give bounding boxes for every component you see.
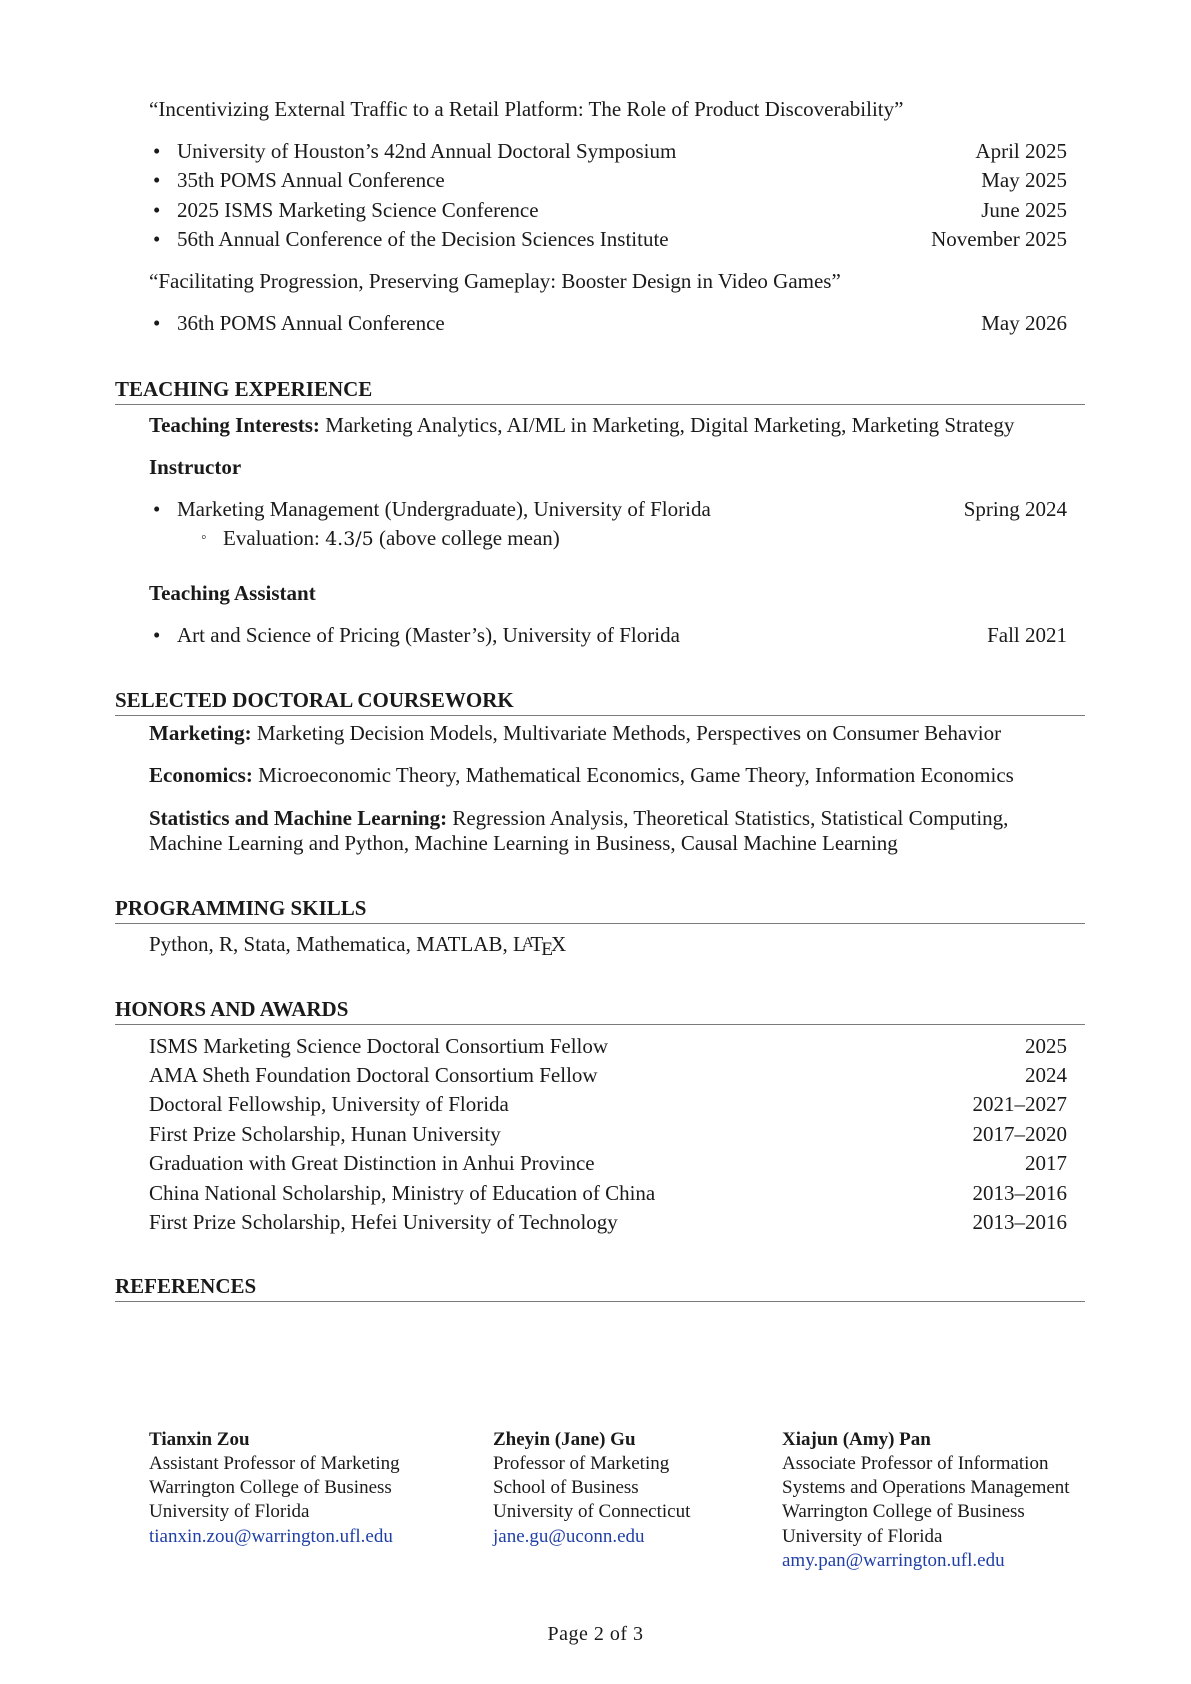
- list-item: [177, 197, 1067, 223]
- coursework-stats-line2: Machine Learning and Python, Machine Learning in Business, Causal Machine Learning: [149, 831, 898, 855]
- list-item: [177, 138, 1067, 164]
- reference-line: University of Connecticut: [493, 1501, 691, 1523]
- presentation-date: November 2025: [931, 227, 1067, 251]
- coursework-marketing-label: Marketing:: [149, 721, 252, 745]
- list-item: [177, 167, 1067, 193]
- reference-line: University of Florida: [782, 1525, 943, 1547]
- reference-line: School of Business: [493, 1477, 639, 1499]
- reference-name: Xiajun (Amy) Pan: [782, 1429, 931, 1450]
- presentation-date: June 2025: [981, 198, 1067, 222]
- coursework-marketing: [149, 720, 1074, 746]
- list-item: [149, 1209, 1067, 1235]
- award-year: 2013–2016: [972, 1181, 1067, 1205]
- award-year: 2025: [1025, 1034, 1067, 1058]
- presentation-title: “Incentivizing External Traffic to a Retail Platform: The Role of Product Discoverability”: [149, 97, 904, 121]
- award-year: 2013–2016: [972, 1210, 1067, 1234]
- list-item: [177, 310, 1067, 336]
- section-heading-references: REFERENCES: [115, 1273, 1085, 1302]
- presentation-venue: • 2025 ISMS Marketing Science Conference: [177, 197, 539, 223]
- evaluation-suffix: (above college mean): [379, 526, 560, 550]
- list-item: [149, 1091, 1067, 1117]
- reference-card: [149, 1428, 400, 1549]
- section-heading-teaching: TEACHING EXPERIENCE: [115, 376, 1085, 405]
- reference-line: Professor of Marketing: [493, 1453, 670, 1475]
- award-name: ISMS Marketing Science Doctoral Consortium Fellow: [149, 1034, 609, 1058]
- teaching-interests: [149, 412, 1074, 438]
- award-name: Doctoral Fellowship, University of Florida: [149, 1092, 509, 1116]
- presentation-venue: • 56th Annual Conference of the Decision Sciences Institute: [177, 226, 669, 252]
- award-year: 2024: [1025, 1063, 1067, 1087]
- instructor-date: Spring 2024: [963, 497, 1067, 521]
- award-name: First Prize Scholarship, Hefei University of Technology: [149, 1210, 618, 1234]
- section-heading-honors: HONORS AND AWARDS: [115, 996, 1085, 1025]
- coursework-economics-text: Microeconomic Theory, Mathematical Economics, Game Theory, Information Economics: [258, 763, 1014, 787]
- coursework-economics-label: Economics:: [149, 763, 253, 787]
- cv-page: [115, 0, 1085, 1684]
- list-item: [149, 1121, 1067, 1147]
- ta-course: • Art and Science of Pricing (Master’s), University of Florida: [177, 622, 680, 648]
- presentation-venue: • University of Houston’s 42nd Annual Doctoral Symposium: [177, 138, 676, 164]
- section-heading-skills: PROGRAMMING SKILLS: [115, 895, 1085, 924]
- presentation-date: May 2025: [981, 168, 1067, 192]
- instructor-course: • Marketing Management (Undergraduate), University of Florida: [177, 496, 711, 522]
- presentation-venue: • 36th POMS Annual Conference: [177, 310, 445, 336]
- reference-line: University of Florida: [149, 1501, 310, 1523]
- skills-line: [149, 931, 1074, 958]
- list-item: [177, 622, 1067, 648]
- evaluation-prefix: Evaluation:: [223, 526, 320, 550]
- evaluation-score: 4.3/5: [325, 528, 374, 550]
- page-number: Page 2 of 3: [547, 1623, 644, 1645]
- award-name: First Prize Scholarship, Hunan University: [149, 1122, 501, 1146]
- presentation-title: “Facilitating Progression, Preserving Gameplay: Booster Design in Video Games”: [149, 269, 841, 293]
- list-item: [149, 1033, 1067, 1059]
- list-item: [149, 1150, 1067, 1176]
- list-item: [177, 226, 1067, 252]
- award-name: AMA Sheth Foundation Doctoral Consortium Fellow: [149, 1063, 598, 1087]
- reference-line: Assistant Professor of Marketing: [149, 1453, 400, 1475]
- reference-line: Warrington College of Business: [149, 1477, 392, 1499]
- instructor-subheading: Instructor: [149, 455, 242, 479]
- reference-name: Zheyin (Jane) Gu: [493, 1429, 636, 1450]
- award-name: Graduation with Great Distinction in Anhui Province: [149, 1151, 595, 1175]
- skills-text: Python, R, Stata, Mathematica, MATLAB,: [149, 932, 513, 956]
- reference-email-link[interactable]: tianxin.zou@warrington.ufl.edu: [149, 1525, 393, 1547]
- reference-card: [493, 1428, 690, 1549]
- reference-card: [782, 1428, 1070, 1573]
- reference-line: Warrington College of Business: [782, 1501, 1025, 1523]
- reference-line: Systems and Operations Management: [782, 1477, 1070, 1499]
- ta-date: Fall 2021: [987, 623, 1067, 647]
- teaching-interests-label: Teaching Interests:: [149, 413, 320, 437]
- reference-email-link[interactable]: jane.gu@uconn.edu: [493, 1525, 645, 1547]
- award-year: 2017–2020: [972, 1122, 1067, 1146]
- latex-logo: LATEX: [512, 932, 567, 960]
- teaching-interests-text: Marketing Analytics, AI/ML in Marketing, Digital Marketing, Marketing Strategy: [325, 413, 1015, 437]
- list-item: [149, 1180, 1067, 1206]
- reference-line: Associate Professor of Information: [782, 1453, 1049, 1475]
- award-year: 2021–2027: [972, 1092, 1067, 1116]
- section-heading-coursework: SELECTED DOCTORAL COURSEWORK: [115, 687, 1085, 716]
- list-item: [149, 1062, 1067, 1088]
- award-year: 2017: [1025, 1151, 1067, 1175]
- presentation-venue: • 35th POMS Annual Conference: [177, 167, 445, 193]
- award-name: China National Scholarship, Ministry of Education of China: [149, 1181, 656, 1205]
- presentation-date: April 2025: [975, 139, 1067, 163]
- coursework-stats-label: Statistics and Machine Learning:: [149, 806, 448, 830]
- ta-subheading: Teaching Assistant: [149, 581, 316, 605]
- evaluation-line: [223, 525, 560, 552]
- coursework-economics: [149, 762, 1074, 788]
- coursework-stats-text-1: Regression Analysis, Theoretical Statistics, Statistical Computing,: [452, 806, 1009, 830]
- presentation-date: May 2026: [981, 311, 1067, 335]
- reference-email-link[interactable]: amy.pan@warrington.ufl.edu: [782, 1549, 1005, 1571]
- list-item: [177, 496, 1067, 522]
- coursework-stats: [149, 805, 1074, 831]
- reference-name: Tianxin Zou: [149, 1429, 250, 1450]
- coursework-marketing-text: Marketing Decision Models, Multivariate Methods, Perspectives on Consumer Behavior: [256, 721, 1002, 745]
